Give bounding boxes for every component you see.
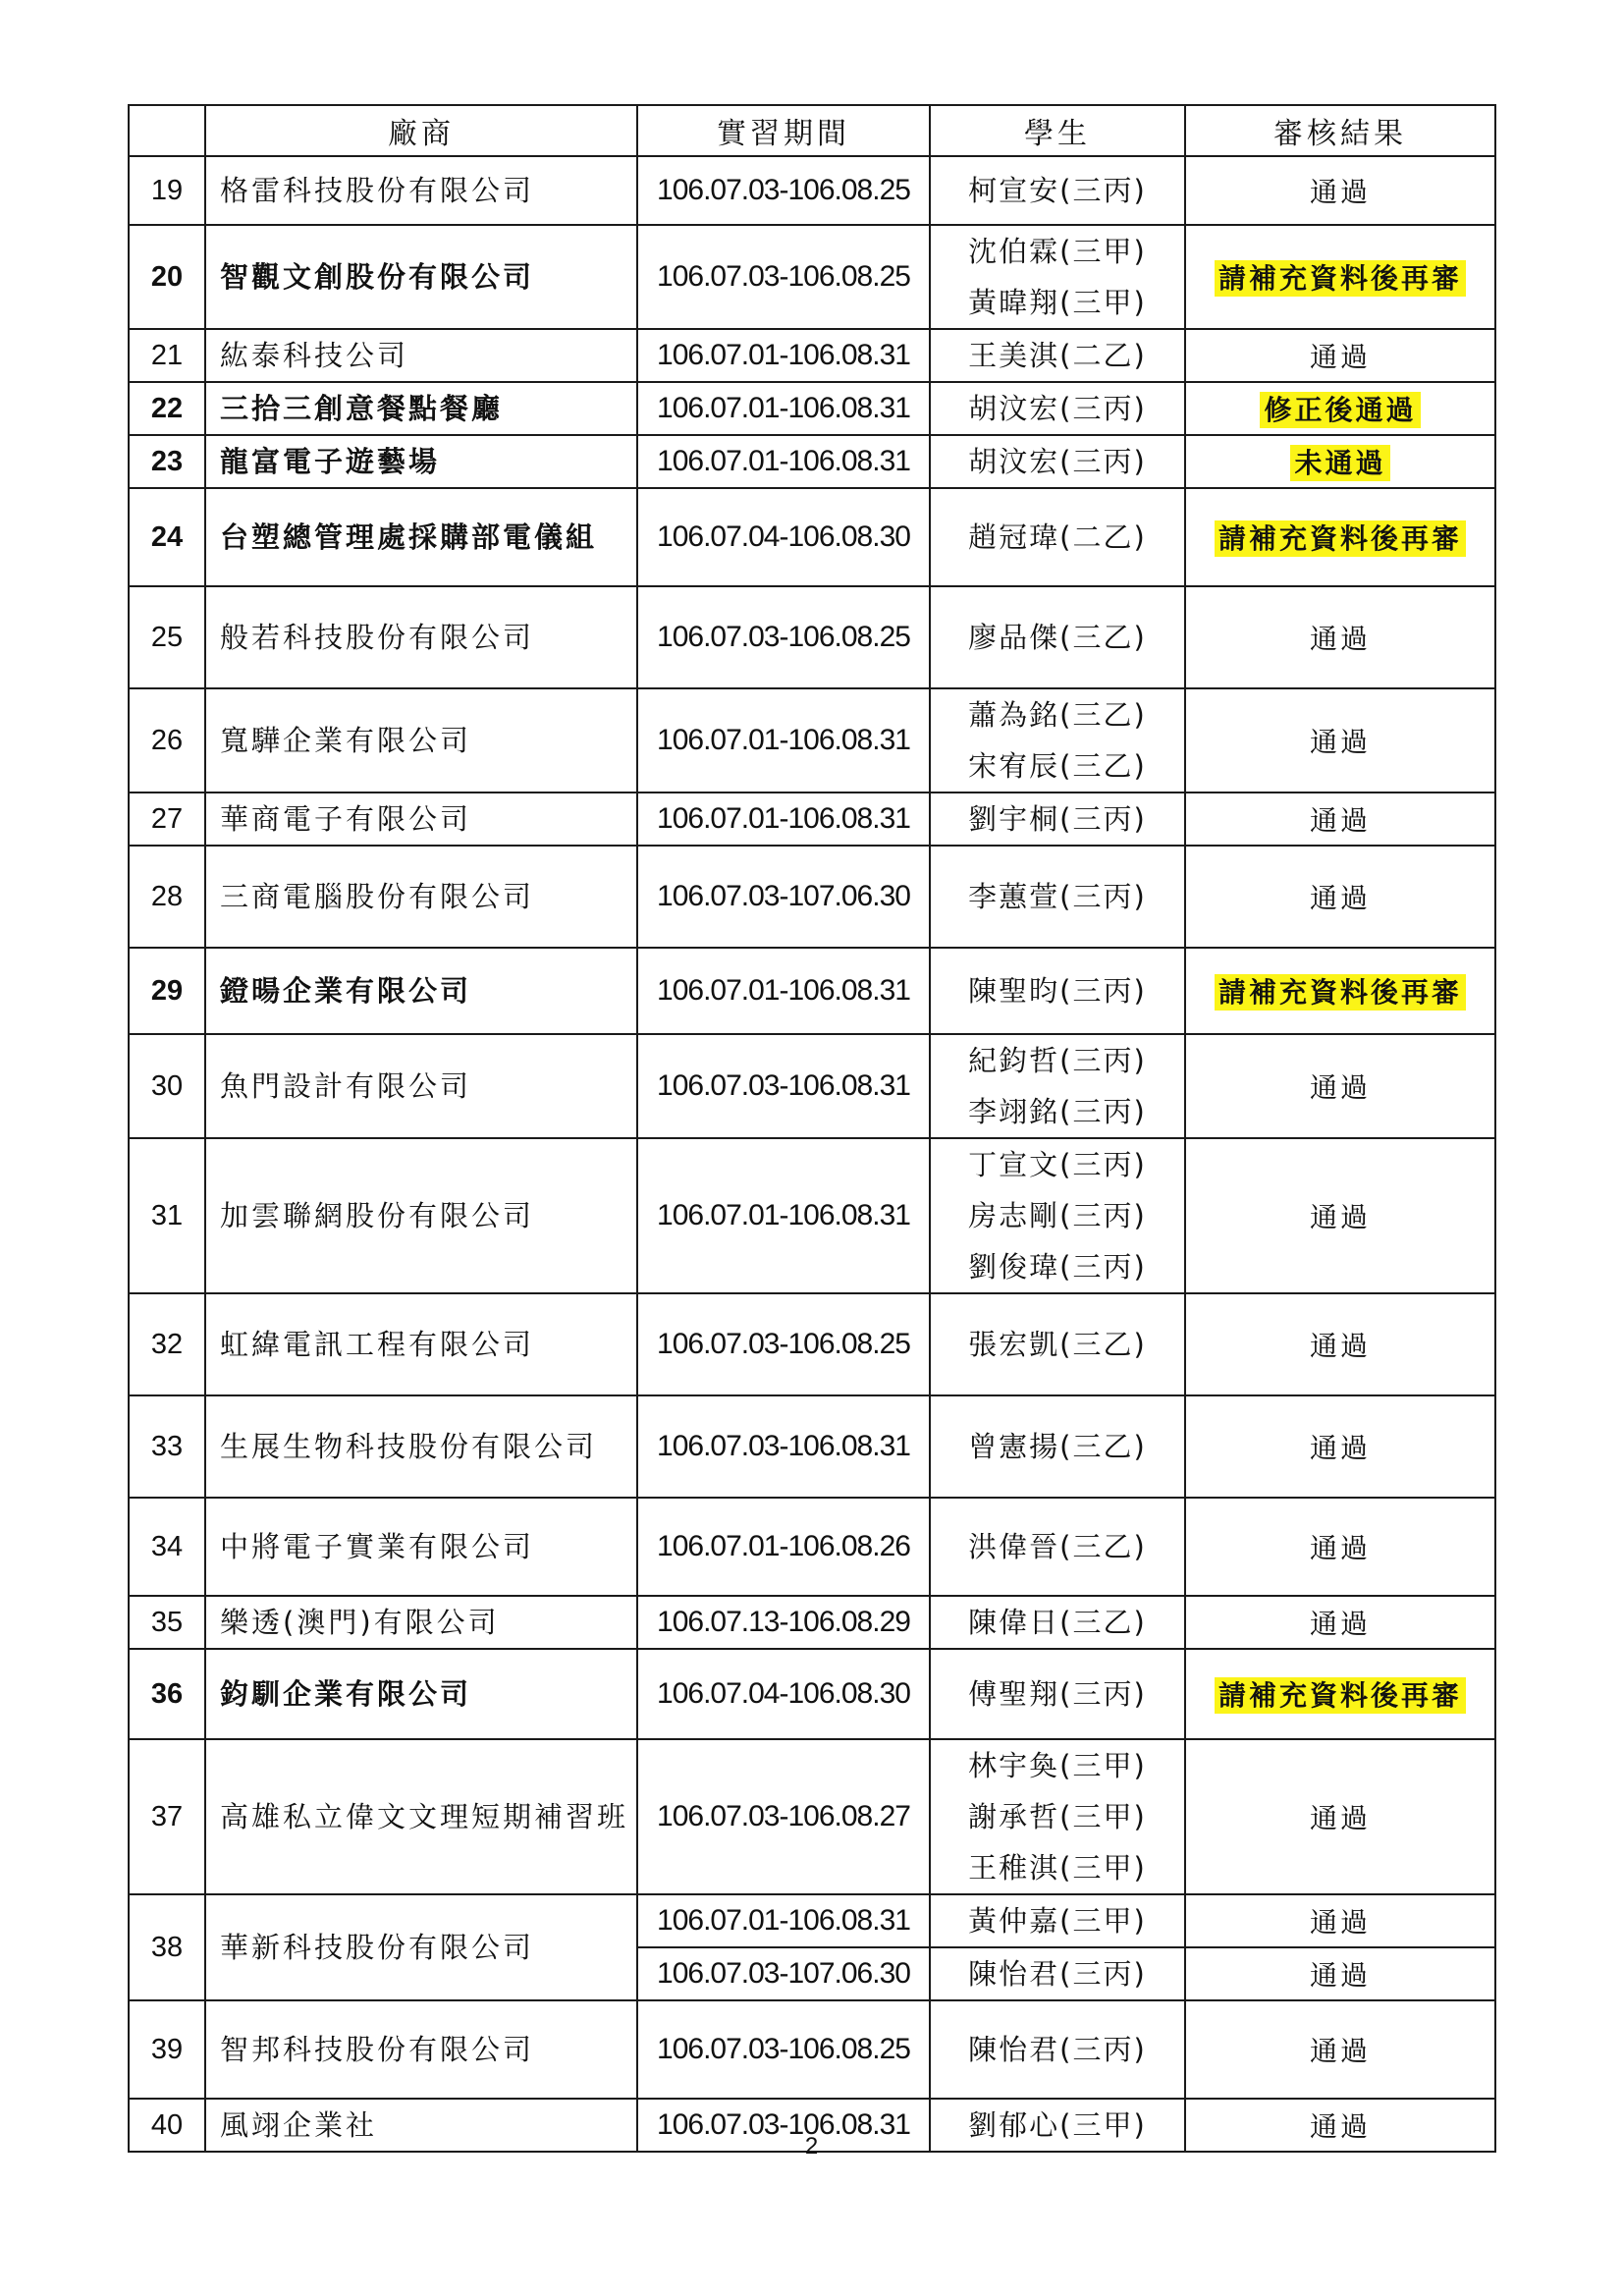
internship-period: 106.07.03-106.08.31 [657, 1069, 910, 1102]
internship-period: 106.07.03-106.08.25 [657, 1328, 910, 1360]
internship-period-cell [637, 156, 930, 225]
table-row [129, 1894, 1495, 1947]
company-name: 華新科技股份有限公司 [205, 1894, 637, 2000]
company-name: 紘泰科技公司 [205, 329, 637, 382]
review-result-cell [1185, 156, 1495, 225]
review-result: 請補充資料後再審 [1215, 974, 1466, 1011]
table-row [129, 1649, 1495, 1739]
student-name: 王稚淇(三甲) [968, 1851, 1147, 1885]
internship-period-cell [637, 382, 930, 435]
review-result: 通過 [1309, 623, 1371, 655]
student-name: 劉郁心(三甲) [968, 2108, 1147, 2142]
row-number: 22 [129, 382, 205, 435]
review-result: 通過 [1309, 1532, 1371, 1564]
internship-period-cell [637, 1739, 930, 1894]
review-result-cell [1185, 1293, 1495, 1395]
student-cell [930, 2000, 1185, 2099]
review-result-cell [1185, 586, 1495, 688]
internship-period-cell [637, 1498, 930, 1596]
internship-period-cell [637, 948, 930, 1034]
review-result-cell [1185, 1395, 1495, 1498]
internship-period: 106.07.01-106.08.31 [657, 802, 910, 835]
student-name: 趙冠瑋(二乙) [968, 520, 1147, 554]
review-result: 請補充資料後再審 [1215, 520, 1466, 557]
student-cell [930, 435, 1185, 488]
review-result: 通過 [1309, 1201, 1371, 1233]
internship-period: 106.07.01-106.08.31 [637, 1894, 930, 1947]
student-name: 黃暐翔(三甲) [968, 286, 1147, 319]
student-cell [930, 1739, 1185, 1894]
review-result-cell [1185, 225, 1495, 329]
table-row [129, 846, 1495, 948]
table-row [129, 1138, 1495, 1293]
internship-period: 106.07.13-106.08.29 [657, 1606, 910, 1638]
internship-period: 106.07.01-106.08.31 [657, 974, 910, 1007]
row-number: 38 [129, 1894, 205, 2000]
student-name: 胡汶宏(三丙) [968, 392, 1147, 425]
student-cell [930, 225, 1185, 329]
internship-period-cell [637, 2000, 930, 2099]
student-name: 洪偉晉(三乙) [968, 1530, 1147, 1563]
review-result-cell [1185, 793, 1495, 846]
internship-review-table [128, 104, 1496, 2153]
table-row [129, 1596, 1495, 1649]
student-cell [930, 948, 1185, 1034]
internship-period: 106.07.03-106.08.31 [657, 2108, 910, 2141]
table-row [129, 1293, 1495, 1395]
student-cell [930, 1138, 1185, 1293]
internship-period-cell [637, 793, 930, 846]
review-result: 請補充資料後再審 [1215, 260, 1466, 297]
row-number: 34 [129, 1498, 205, 1596]
header-student: 學生 [930, 105, 1185, 156]
review-result-cell [1185, 1649, 1495, 1739]
review-result-cell [1185, 1739, 1495, 1894]
review-result: 通過 [1309, 1959, 1371, 1992]
internship-period: 106.07.03-106.08.25 [657, 260, 910, 293]
review-result: 通過 [1309, 1802, 1371, 1834]
internship-period-cell [637, 1395, 930, 1498]
row-number: 19 [129, 156, 205, 225]
table-row [129, 688, 1495, 793]
student-name: 丁宣文(三丙) [968, 1148, 1147, 1181]
internship-period: 106.07.03-106.08.31 [657, 1430, 910, 1462]
review-result: 未通過 [1290, 445, 1389, 481]
table-row [129, 382, 1495, 435]
company-name: 風翊企業社 [205, 2099, 637, 2152]
company-name: 高雄私立偉文文理短期補習班 [205, 1739, 637, 1894]
row-number: 37 [129, 1739, 205, 1894]
review-result: 通過 [1309, 2110, 1371, 2143]
internship-period-cell [637, 688, 930, 793]
company-name: 華商電子有限公司 [205, 793, 637, 846]
review-result-cell [1185, 329, 1495, 382]
review-result-cell [1185, 382, 1495, 435]
student-cell [930, 688, 1185, 793]
internship-period-cell [637, 586, 930, 688]
internship-period-cell [637, 435, 930, 488]
table-row [129, 1395, 1495, 1498]
student-name: 陳聖昀(三丙) [968, 974, 1147, 1008]
company-name: 寬驊企業有限公司 [205, 688, 637, 793]
header-number [129, 105, 205, 156]
internship-period: 106.07.01-106.08.31 [657, 724, 910, 756]
internship-period: 106.07.01-106.08.31 [657, 339, 910, 371]
internship-period-cell [637, 488, 930, 586]
student-name: 劉俊瑋(三丙) [968, 1250, 1147, 1284]
row-number: 30 [129, 1034, 205, 1138]
table-row [129, 948, 1495, 1034]
table-row [129, 1034, 1495, 1138]
internship-period: 106.07.03-107.06.30 [657, 880, 910, 912]
student-cell [930, 586, 1185, 688]
row-number: 31 [129, 1138, 205, 1293]
company-name: 中將電子實業有限公司 [205, 1498, 637, 1596]
internship-period-cell [637, 225, 930, 329]
internship-period-cell [637, 329, 930, 382]
internship-period: 106.07.01-106.08.31 [657, 445, 910, 477]
review-result-cell [1185, 1498, 1495, 1596]
internship-period-cell [637, 1034, 930, 1138]
row-number: 21 [129, 329, 205, 382]
header-company: 廠商 [205, 105, 637, 156]
student-name: 胡汶宏(三丙) [968, 445, 1147, 478]
review-result-cell [1185, 1947, 1495, 2000]
internship-period-cell [637, 846, 930, 948]
internship-period-cell [637, 1596, 930, 1649]
internship-period: 106.07.01-106.08.31 [657, 392, 910, 424]
student-cell [930, 1498, 1185, 1596]
student-name: 李蕙萱(三丙) [968, 880, 1147, 913]
review-result-cell [1185, 948, 1495, 1034]
company-name: 虹緯電訊工程有限公司 [205, 1293, 637, 1395]
company-name: 台塑總管理處採購部電儀組 [205, 488, 637, 586]
table-row [129, 488, 1495, 586]
review-result: 通過 [1309, 2035, 1371, 2067]
row-number: 28 [129, 846, 205, 948]
table-row [129, 435, 1495, 488]
row-number: 32 [129, 1293, 205, 1395]
student-name: 蕭為銘(三乙) [968, 698, 1147, 732]
student-name: 宋宥辰(三乙) [968, 749, 1147, 783]
student-name: 曾憲揚(三乙) [968, 1430, 1147, 1463]
student-cell [930, 846, 1185, 948]
student-cell [930, 382, 1185, 435]
row-number: 36 [129, 1649, 205, 1739]
company-name: 格雷科技股份有限公司 [205, 156, 637, 225]
review-result: 請補充資料後再審 [1215, 1677, 1466, 1714]
student-name: 紀鈞哲(三丙) [968, 1044, 1147, 1077]
table-body [129, 156, 1495, 2152]
internship-period-cell [637, 1293, 930, 1395]
student-name: 沈伯霖(三甲) [968, 235, 1147, 268]
review-result: 通過 [1309, 882, 1371, 914]
review-result-cell [1185, 688, 1495, 793]
table-row [129, 793, 1495, 846]
internship-review-table-page [128, 104, 1494, 2153]
row-number: 40 [129, 2099, 205, 2152]
company-name: 鐙暘企業有限公司 [205, 948, 637, 1034]
company-name: 生展生物科技股份有限公司 [205, 1395, 637, 1498]
header-period: 實習期間 [637, 105, 930, 156]
review-result: 通過 [1309, 1906, 1371, 1939]
row-number: 35 [129, 1596, 205, 1649]
internship-period: 106.07.01-106.08.31 [657, 1199, 910, 1231]
student-cell [930, 488, 1185, 586]
company-name: 樂透(澳門)有限公司 [205, 1596, 637, 1649]
internship-period: 106.07.03-107.06.30 [637, 1947, 930, 2000]
table-header-row [129, 105, 1495, 156]
review-result-cell [1185, 1596, 1495, 1649]
review-result-cell [1185, 2000, 1495, 2099]
company-name: 智觀文創股份有限公司 [205, 225, 637, 329]
student-name: 陳偉日(三乙) [968, 1606, 1147, 1639]
review-result-cell [1185, 1034, 1495, 1138]
review-result: 通過 [1309, 341, 1371, 373]
review-result: 通過 [1309, 1071, 1371, 1104]
student-cell [930, 329, 1185, 382]
student-name: 張宏凱(三乙) [968, 1328, 1147, 1361]
company-name: 魚門設計有限公司 [205, 1034, 637, 1138]
table-row [129, 329, 1495, 382]
student-name: 廖品傑(三乙) [968, 621, 1147, 654]
company-name: 三商電腦股份有限公司 [205, 846, 637, 948]
table-row [129, 225, 1495, 329]
row-number: 39 [129, 2000, 205, 2099]
student-cell [930, 793, 1185, 846]
review-result-cell [1185, 435, 1495, 488]
student-name: 王美淇(二乙) [968, 339, 1147, 372]
student-cell [930, 1649, 1185, 1739]
student-name: 劉宇桐(三丙) [968, 802, 1147, 836]
student-name: 黃仲嘉(三甲) [930, 1894, 1185, 1947]
internship-period-cell [637, 1138, 930, 1293]
internship-period: 106.07.03-106.08.27 [657, 1800, 910, 1832]
table-row [129, 2000, 1495, 2099]
company-name: 鈞馴企業有限公司 [205, 1649, 637, 1739]
review-result-cell [1185, 1138, 1495, 1293]
internship-period-cell [637, 1649, 930, 1739]
student-name: 陳怡君(三丙) [968, 2033, 1147, 2066]
row-number: 25 [129, 586, 205, 688]
review-result: 通過 [1309, 1432, 1371, 1464]
student-cell [930, 1596, 1185, 1649]
table-row [129, 1739, 1495, 1894]
table-row [129, 1498, 1495, 1596]
student-name: 陳怡君(三丙) [930, 1947, 1185, 2000]
company-name: 三拾三創意餐點餐廳 [205, 382, 637, 435]
student-name: 謝承哲(三甲) [968, 1800, 1147, 1833]
internship-period: 106.07.04-106.08.30 [657, 1677, 910, 1710]
review-result: 通過 [1309, 1608, 1371, 1640]
student-cell [930, 1034, 1185, 1138]
student-cell [930, 1293, 1185, 1395]
review-result: 通過 [1309, 1330, 1371, 1362]
student-name: 林宇奐(三甲) [968, 1749, 1147, 1782]
row-number: 26 [129, 688, 205, 793]
row-number: 23 [129, 435, 205, 488]
company-name: 般若科技股份有限公司 [205, 586, 637, 688]
row-number: 33 [129, 1395, 205, 1498]
review-result-cell [1185, 1894, 1495, 1947]
table-row [129, 586, 1495, 688]
page-number: 2 [804, 2133, 819, 2159]
table-row [129, 156, 1495, 225]
review-result-cell [1185, 488, 1495, 586]
student-cell [930, 1395, 1185, 1498]
review-result: 修正後通過 [1260, 392, 1420, 428]
row-number: 27 [129, 793, 205, 846]
review-result: 通過 [1309, 726, 1371, 758]
internship-period: 106.07.03-106.08.25 [657, 2033, 910, 2065]
header-result: 審核結果 [1185, 105, 1495, 156]
row-number: 29 [129, 948, 205, 1034]
review-result: 通過 [1309, 176, 1371, 208]
internship-period: 106.07.03-106.08.25 [657, 621, 910, 653]
student-name: 傅聖翔(三丙) [968, 1677, 1147, 1711]
company-name: 智邦科技股份有限公司 [205, 2000, 637, 2099]
review-result: 通過 [1309, 804, 1371, 837]
student-name: 房志剛(三丙) [968, 1199, 1147, 1232]
company-name: 加雲聯網股份有限公司 [205, 1138, 637, 1293]
student-cell [930, 156, 1185, 225]
internship-period: 106.07.03-106.08.25 [657, 174, 910, 206]
student-name: 李翊銘(三丙) [968, 1095, 1147, 1128]
row-number: 24 [129, 488, 205, 586]
row-number: 20 [129, 225, 205, 329]
company-name: 龍富電子遊藝場 [205, 435, 637, 488]
review-result-cell [1185, 846, 1495, 948]
internship-period: 106.07.01-106.08.26 [657, 1530, 910, 1562]
internship-period: 106.07.04-106.08.30 [657, 520, 910, 553]
student-name: 柯宣安(三丙) [968, 174, 1147, 207]
